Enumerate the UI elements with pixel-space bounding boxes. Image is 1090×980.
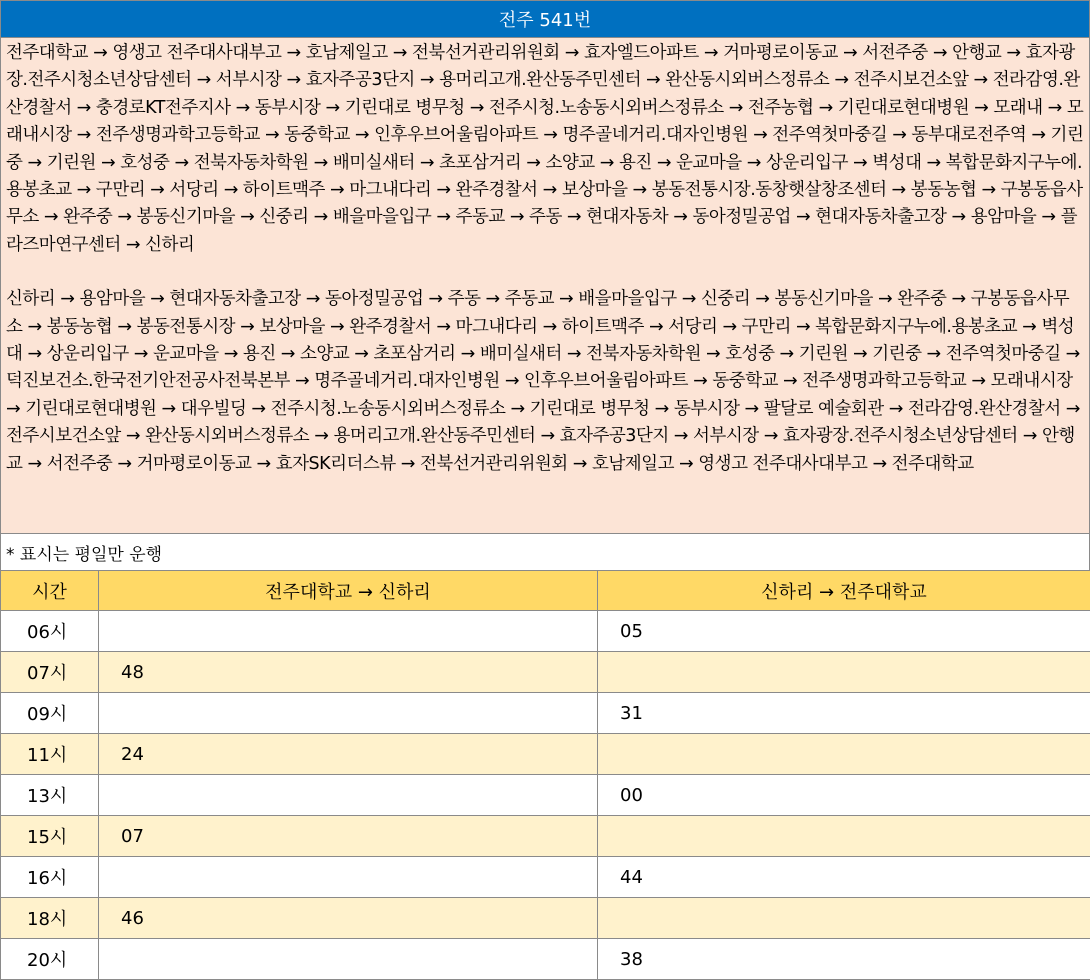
inbound-minute-cell: 38 xyxy=(598,939,1090,980)
inbound-minute-cell xyxy=(598,898,1090,939)
timetable xyxy=(0,570,1090,980)
header-outbound: 전주대학교 → 신하리 xyxy=(99,571,598,611)
hour-cell: 09시 xyxy=(1,693,99,734)
table-row xyxy=(1,611,1090,652)
hour-cell: 15시 xyxy=(1,816,99,857)
inbound-minute-cell: 05 xyxy=(598,611,1090,652)
outbound-minute-cell xyxy=(99,857,598,898)
table-row xyxy=(1,939,1090,980)
outbound-minute-cell: 48 xyxy=(99,652,598,693)
outbound-minute-cell: 07 xyxy=(99,816,598,857)
outbound-minute-cell xyxy=(99,939,598,980)
route-inbound-text: 신하리 → 용암마을 → 현대자동차출고장 → 동아정밀공업 → 주동 → 주동교 → 배을마을입구 → 신중리 → 봉동신기마을 → 완주중 → 구봉동읍사무소 → 봉동농협 → 봉동전통시장 → 보상마을 → 완주경찰서 → 마그내다리 → 하이트맥주 → 서당리 → 구만리 → 복합문화지구누에.용봉초교 → 벽성대 → 상운리입구 → 운교마을 → 용진 → 소양교 → 초포삼거리 → 배미실새터 → 전북자동차학원 → 호성중 → 기린원 → 기린중 → 전주역첫마중길 → 덕진보건소.한국전기안전공사전북본부 → 명주골네거리.대자인병원 → 인후우브어울림아파트 → 동중학교 → 전주생명과학고등학교 → 모래내시장 → 기린대로현대병원 → 대우빌딩 → 전주시청.노송동시외버스정류소 → 기린대로 병무청 → 동부시장 → 팔달로 예술회관 → 전라감영.완산경찰서 → 전주시보건소앞 → 완산동시외버스정류소 → 용머리고개.완산동주민센터 → 효자주공3단지 → 서부시장 → 효자광장.전주시청소년상담센터 → 안행교 → 서전주중 → 거마평로이동교 → 효자SK리더스뷰 → 전북선거관리위원회 → 호남제일고 → 영생고 전주대사대부고 → 전주대학교 xyxy=(6,286,1085,478)
timetable-header-row xyxy=(1,571,1090,611)
header-inbound: 신하리 → 전주대학교 xyxy=(598,571,1090,611)
hour-cell: 20시 xyxy=(1,939,99,980)
table-row xyxy=(1,652,1090,693)
route-description xyxy=(0,38,1090,534)
table-row xyxy=(1,898,1090,939)
inbound-minute-cell xyxy=(598,816,1090,857)
hour-cell: 11시 xyxy=(1,734,99,775)
hour-cell: 07시 xyxy=(1,652,99,693)
outbound-minute-cell xyxy=(99,693,598,734)
table-row xyxy=(1,816,1090,857)
inbound-minute-cell xyxy=(598,734,1090,775)
outbound-minute-cell: 46 xyxy=(99,898,598,939)
weekday-note: * 표시는 평일만 운행 xyxy=(0,534,1090,570)
route-outbound-text: 전주대학교 → 영생고 전주대사대부고 → 호남제일고 → 전북선거관리위원회 → 효자엘드아파트 → 거마평로이동교 → 서전주중 → 안행교 → 효자광장.전주시청소년상담센터 → 서부시장 → 효자주공3단지 → 용머리고개.완산동주민센터 → 완산동시외버스정류소 → 전주시보건소앞 → 전라감영.완산경찰서 → 충경로KT전주지사 → 동부시장 → 기린대로 병무청 → 전주시청.노송동시외버스정류소 → 전주농협 → 기린대로현대병원 → 모래내 → 모래내시장 → 전주생명과학고등학교 → 동중학교 → 인후우브어울림아파트 → 명주골네거리.대자인병원 → 전주역첫마중길 → 동부대로전주역 → 기린중 → 기린원 → 호성중 → 전북자동차학원 → 배미실새터 → 초포삼거리 → 소양교 → 용진 → 운교마을 → 상운리입구 → 벽성대 → 복합문화지구누에.용봉초교 → 구만리 → 서당리 → 하이트맥주 → 마그내다리 → 완주경찰서 → 보상마을 → 봉동전통시장.동창햇살창조센터 → 봉동농협 → 구봉동읍사무소 → 완주중 → 봉동신기마을 → 신중리 → 배을마을입구 → 주동교 → 주동 → 현대자동차 → 동아정밀공업 → 현대자동차출고장 → 용암마을 → 플라즈마연구센터 → 신하리 xyxy=(6,40,1085,259)
inbound-minute-cell: 44 xyxy=(598,857,1090,898)
route-spacer xyxy=(6,259,1085,286)
table-row xyxy=(1,734,1090,775)
header-time: 시간 xyxy=(1,571,99,611)
outbound-minute-cell xyxy=(99,611,598,652)
table-row xyxy=(1,693,1090,734)
hour-cell: 18시 xyxy=(1,898,99,939)
page-title: 전주 541번 xyxy=(0,0,1090,38)
hour-cell: 16시 xyxy=(1,857,99,898)
outbound-minute-cell: 24 xyxy=(99,734,598,775)
hour-cell: 06시 xyxy=(1,611,99,652)
inbound-minute-cell: 00 xyxy=(598,775,1090,816)
inbound-minute-cell xyxy=(598,652,1090,693)
hour-cell: 13시 xyxy=(1,775,99,816)
table-row xyxy=(1,775,1090,816)
table-row xyxy=(1,857,1090,898)
outbound-minute-cell xyxy=(99,775,598,816)
inbound-minute-cell: 31 xyxy=(598,693,1090,734)
